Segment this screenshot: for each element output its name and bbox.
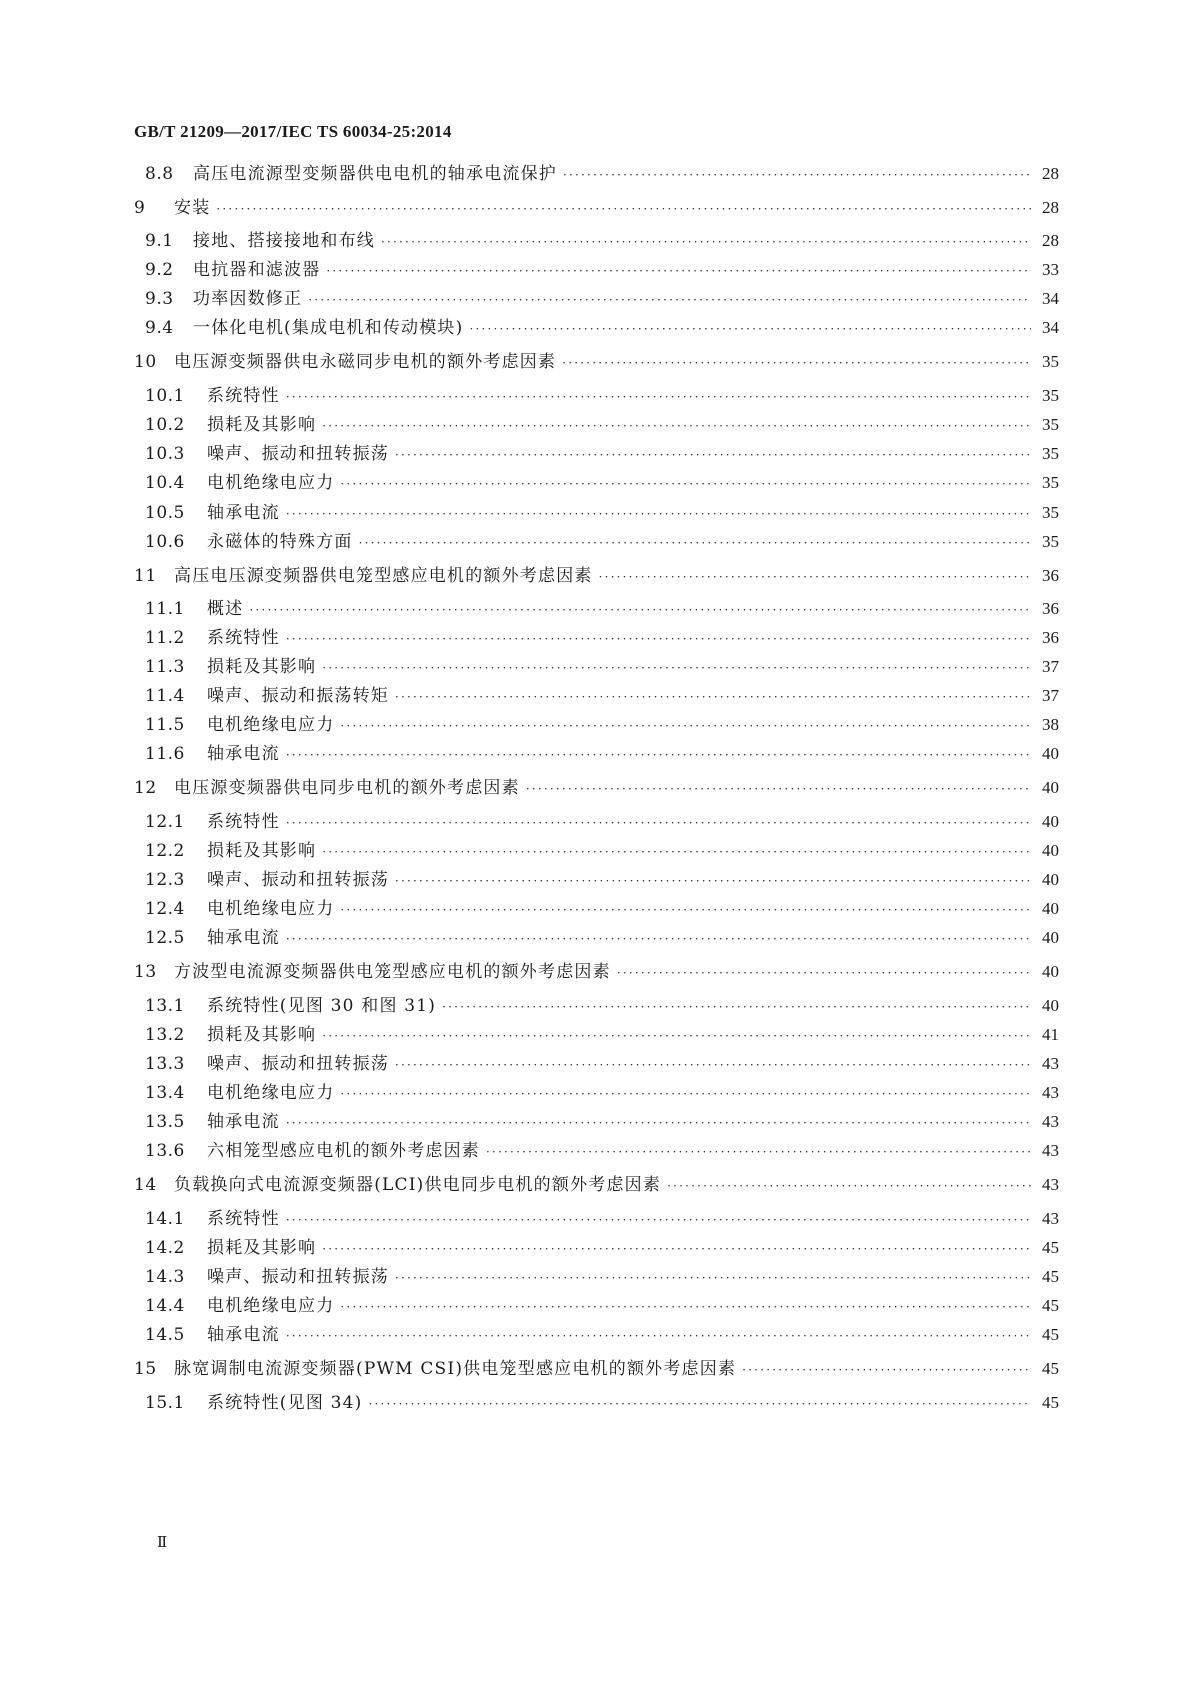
toc-dot-leader: [381, 228, 1031, 256]
toc-dot-leader: [742, 1356, 1031, 1384]
toc-dot-leader: [340, 896, 1031, 924]
toc-entry-page: 35: [1042, 532, 1059, 551]
toc-entry-page: 28: [1042, 231, 1059, 250]
toc-section-entry[interactable]: [145, 1050, 1059, 1078]
toc-section-entry[interactable]: [145, 1108, 1059, 1136]
toc-entry-number: 10.5: [145, 503, 185, 523]
toc-entry-page: 35: [1042, 503, 1059, 522]
toc-chapter-entry[interactable]: [134, 348, 1059, 376]
toc-entry-number: 13: [134, 962, 157, 982]
toc-dot-leader: [340, 712, 1031, 740]
toc-chapter-entry[interactable]: [134, 1171, 1059, 1199]
toc-entry-number: 14: [134, 1175, 157, 1195]
toc-entry-title: 方波型电流源变频器供电笼型感应电机的额外考虑因素: [174, 962, 611, 982]
standard-code: GB/T 21209—2017/IEC TS 60034-25:2014: [134, 122, 452, 141]
toc-entry-title: 安装: [174, 198, 211, 218]
toc-entry-page: 40: [1042, 812, 1059, 831]
toc-entry-number: 12.5: [145, 928, 185, 948]
toc-entry-title: 噪声、振动和扭转振荡: [207, 870, 389, 890]
toc-entry-page: 43: [1042, 1054, 1059, 1073]
toc-section-entry[interactable]: [145, 1292, 1059, 1320]
toc-entry-title: 概述: [207, 599, 244, 619]
toc-dot-leader: [469, 315, 1031, 343]
toc-dot-leader: [286, 741, 1031, 769]
toc-entry-page: 36: [1042, 566, 1059, 585]
toc-section-entry[interactable]: [145, 1205, 1059, 1233]
toc-entry-number: 9.4: [145, 318, 174, 338]
toc-entry-page: 40: [1042, 778, 1059, 797]
toc-section-entry[interactable]: [145, 711, 1059, 739]
toc-entry-title: 系统特性: [207, 386, 280, 406]
toc-dot-leader: [286, 1322, 1031, 1350]
toc-section-entry[interactable]: [145, 1321, 1059, 1349]
toc-entry-title: 系统特性: [207, 628, 280, 648]
toc-entry-title: 电机绝缘电应力: [207, 899, 335, 919]
toc-chapter-entry[interactable]: [134, 958, 1059, 986]
toc-dot-leader: [442, 993, 1031, 1021]
toc-entry-title: 一体化电机(集成电机和传动模块): [193, 318, 464, 338]
toc-entry-page: 34: [1042, 289, 1059, 308]
toc-dot-leader: [322, 1235, 1031, 1263]
toc-entry-title: 电压源变频器供电同步电机的额外考虑因素: [174, 778, 520, 798]
toc-entry-number: 13.2: [145, 1025, 185, 1045]
toc-section-entry[interactable]: [145, 411, 1059, 439]
toc-entry-number: 10.3: [145, 444, 185, 464]
toc-section-entry[interactable]: [145, 160, 1059, 188]
toc-section-entry[interactable]: [145, 440, 1059, 468]
toc-entry-page: 40: [1042, 996, 1059, 1015]
toc-entry-title: 接地、搭接接地和布线: [193, 231, 375, 251]
toc-entry-number: 9.1: [145, 231, 174, 251]
toc-section-entry[interactable]: [145, 992, 1059, 1020]
toc-entry-title: 系统特性(见图 34): [207, 1393, 363, 1413]
toc-entry-title: 电机绝缘电应力: [207, 473, 335, 493]
toc-section-entry[interactable]: [145, 837, 1059, 865]
toc-entry-page: 43: [1042, 1141, 1059, 1160]
toc-entry-title: 负载换向式电流源变频器(LCI)供电同步电机的额外考虑因素: [174, 1175, 662, 1195]
toc-entry-title: 电机绝缘电应力: [207, 1083, 335, 1103]
toc-entry-page: 28: [1042, 198, 1059, 217]
toc-entry-page: 43: [1042, 1175, 1059, 1194]
toc-entry-page: 35: [1042, 444, 1059, 463]
toc-section-entry[interactable]: [145, 1389, 1059, 1417]
toc-dot-leader: [395, 1264, 1031, 1292]
toc-section-entry[interactable]: [145, 469, 1059, 497]
toc-dot-leader: [286, 809, 1031, 837]
toc-chapter-entry[interactable]: [134, 194, 1059, 222]
toc-section-entry[interactable]: [145, 227, 1059, 255]
toc-entry-title: 系统特性: [207, 812, 280, 832]
toc-entry-page: 45: [1042, 1238, 1059, 1257]
toc-dot-leader: [286, 1109, 1031, 1137]
toc-entry-title: 噪声、振动和扭转振荡: [207, 444, 389, 464]
toc-entry-page: 45: [1042, 1296, 1059, 1315]
toc-entry-title: 噪声、振动和扭转振荡: [207, 1267, 389, 1287]
toc-entry-page: 45: [1042, 1267, 1059, 1286]
toc-section-entry[interactable]: [145, 653, 1059, 681]
toc-entry-title: 噪声、振动和振荡转矩: [207, 686, 389, 706]
toc-section-entry[interactable]: [145, 382, 1059, 410]
toc-dot-leader: [667, 1172, 1031, 1200]
toc-dot-leader: [395, 683, 1031, 711]
toc-entry-number: 10.6: [145, 532, 185, 552]
page-number: Ⅱ: [157, 1535, 168, 1551]
toc-chapter-entry[interactable]: [134, 1355, 1059, 1383]
toc-section-entry[interactable]: [145, 595, 1059, 623]
toc-entry-page: 45: [1042, 1325, 1059, 1344]
toc-chapter-entry[interactable]: [134, 774, 1059, 802]
toc-entry-title: 永磁体的特殊方面: [207, 532, 353, 552]
toc-entry-number: 9.3: [145, 289, 174, 309]
toc-dot-leader: [359, 529, 1031, 557]
toc-entry-title: 高压电流源型变频器供电电机的轴承电流保护: [193, 164, 557, 184]
toc-entry-number: 14.2: [145, 1238, 185, 1258]
toc-dot-leader: [326, 257, 1031, 285]
toc-dot-leader: [340, 1293, 1031, 1321]
toc-entry-number: 10.1: [145, 386, 185, 406]
toc-entry-page: 33: [1042, 260, 1059, 279]
toc-section-entry[interactable]: [145, 1021, 1059, 1049]
toc-section-entry[interactable]: [145, 624, 1059, 652]
toc-entry-title: 电机绝缘电应力: [207, 715, 335, 735]
toc-dot-leader: [322, 412, 1031, 440]
toc-entry-number: 9: [134, 198, 146, 218]
toc-entry-number: 14.4: [145, 1296, 185, 1316]
toc-entry-title: 电抗器和滤波器: [193, 260, 321, 280]
toc-section-entry[interactable]: [145, 285, 1059, 313]
toc-dot-leader: [286, 383, 1031, 411]
toc-section-entry[interactable]: [145, 528, 1059, 556]
page-footer: [157, 1533, 167, 1552]
toc-entry-title: 轴承电流: [207, 744, 280, 764]
toc-entry-number: 10: [134, 352, 157, 372]
toc-dot-leader: [308, 286, 1031, 314]
toc-entry-page: 40: [1042, 744, 1059, 763]
toc-chapter-entry[interactable]: [134, 562, 1059, 590]
toc-entry-title: 系统特性: [207, 1209, 280, 1229]
toc-dot-leader: [286, 500, 1031, 528]
toc-entry-number: 11.5: [145, 715, 185, 735]
toc-entry-title: 脉宽调制电流源变频器(PWM CSI)供电笼型感应电机的额外考虑因素: [174, 1359, 737, 1379]
toc-dot-leader: [322, 838, 1031, 866]
toc-dot-leader: [340, 470, 1031, 498]
toc-entry-title: 损耗及其影响: [207, 1025, 317, 1045]
toc-entry-number: 14.5: [145, 1325, 185, 1345]
toc-entry-title: 高压电压源变频器供电笼型感应电机的额外考虑因素: [174, 566, 593, 586]
toc-entry-page: 40: [1042, 841, 1059, 860]
toc-dot-leader: [395, 867, 1031, 895]
toc-entry-page: 37: [1042, 686, 1059, 705]
toc-entry-page: 38: [1042, 715, 1059, 734]
toc-entry-title: 轴承电流: [207, 928, 280, 948]
toc-entry-number: 12.2: [145, 841, 185, 861]
toc-entry-page: 41: [1042, 1025, 1059, 1044]
toc-dot-leader: [486, 1138, 1031, 1166]
toc-entry-page: 40: [1042, 899, 1059, 918]
toc-entry-page: 40: [1042, 928, 1059, 947]
toc-entry-number: 10.4: [145, 473, 185, 493]
toc-dot-leader: [286, 925, 1031, 953]
toc-entry-number: 9.2: [145, 260, 174, 280]
toc-entry-number: 14.3: [145, 1267, 185, 1287]
toc-entry-number: 15: [134, 1359, 157, 1379]
toc-dot-leader: [322, 654, 1031, 682]
toc-entry-title: 噪声、振动和扭转振荡: [207, 1054, 389, 1074]
toc-section-entry[interactable]: [145, 740, 1059, 768]
toc-entry-page: 43: [1042, 1209, 1059, 1228]
toc-entry-page: 35: [1042, 473, 1059, 492]
toc-entry-number: 10.2: [145, 415, 185, 435]
toc-section-entry[interactable]: [145, 682, 1059, 710]
toc-entry-title: 系统特性(见图 30 和图 31): [207, 996, 437, 1016]
toc-entry-number: 13.1: [145, 996, 185, 1016]
toc-entry-page: 35: [1042, 386, 1059, 405]
toc-entry-number: 12.4: [145, 899, 185, 919]
toc-entry-page: 45: [1042, 1393, 1059, 1412]
toc-entry-number: 12.3: [145, 870, 185, 890]
toc-dot-leader: [286, 1206, 1031, 1234]
toc-entry-title: 损耗及其影响: [207, 1238, 317, 1258]
toc-entry-page: 36: [1042, 599, 1059, 618]
toc-dot-leader: [526, 775, 1031, 803]
toc-entry-number: 13.6: [145, 1141, 185, 1161]
toc-entry-title: 损耗及其影响: [207, 415, 317, 435]
toc-dot-leader: [395, 441, 1031, 469]
toc-dot-leader: [249, 596, 1031, 624]
toc-entry-number: 11.1: [145, 599, 185, 619]
toc-entry-number: 11.2: [145, 628, 185, 648]
toc-entry-title: 轴承电流: [207, 1325, 280, 1345]
toc-dot-leader: [369, 1390, 1032, 1418]
toc-entry-title: 轴承电流: [207, 503, 280, 523]
toc-entry-page: 36: [1042, 628, 1059, 647]
toc-entry-number: 11.6: [145, 744, 185, 764]
toc-entry-number: 13.4: [145, 1083, 185, 1103]
toc-entry-page: 35: [1042, 415, 1059, 434]
toc-entry-page: 43: [1042, 1083, 1059, 1102]
toc-dot-leader: [395, 1051, 1031, 1079]
toc-entry-title: 功率因数修正: [193, 289, 303, 309]
toc-entry-title: 损耗及其影响: [207, 841, 317, 861]
toc-dot-leader: [563, 161, 1031, 189]
toc-section-entry[interactable]: [145, 924, 1059, 952]
toc-dot-leader: [599, 563, 1031, 591]
toc-section-entry[interactable]: [145, 895, 1059, 923]
toc-entry-title: 电机绝缘电应力: [207, 1296, 335, 1316]
toc-section-entry[interactable]: [145, 808, 1059, 836]
toc-entry-page: 28: [1042, 164, 1059, 183]
toc-section-entry[interactable]: [145, 866, 1059, 894]
toc-section-entry[interactable]: [145, 314, 1059, 342]
toc-dot-leader: [617, 959, 1031, 987]
toc-entry-number: 12.1: [145, 812, 185, 832]
toc-entry-page: 43: [1042, 1112, 1059, 1131]
toc-entry-page: 45: [1042, 1359, 1059, 1378]
toc-entry-number: 11.3: [145, 657, 185, 677]
toc-entry-title: 损耗及其影响: [207, 657, 317, 677]
toc-section-entry[interactable]: [145, 256, 1059, 284]
toc-dot-leader: [340, 1080, 1031, 1108]
toc-entry-number: 11: [134, 566, 157, 586]
toc-dot-leader: [216, 195, 1031, 223]
toc-entry-page: 34: [1042, 318, 1059, 337]
toc-entry-number: 12: [134, 778, 157, 798]
toc-entry-number: 15.1: [145, 1393, 185, 1413]
toc-entry-number: 13.3: [145, 1054, 185, 1074]
toc-dot-leader: [286, 625, 1031, 653]
toc-section-entry[interactable]: [145, 499, 1059, 527]
toc-dot-leader: [322, 1022, 1031, 1050]
toc-entry-number: 13.5: [145, 1112, 185, 1132]
toc-entry-number: 14.1: [145, 1209, 185, 1229]
toc-entry-page: 37: [1042, 657, 1059, 676]
toc-section-entry[interactable]: [145, 1234, 1059, 1262]
toc-entry-title: 电压源变频器供电永磁同步电机的额外考虑因素: [174, 352, 557, 372]
toc-entry-number: 11.4: [145, 686, 185, 706]
toc-dot-leader: [562, 349, 1031, 377]
toc-entry-page: 40: [1042, 962, 1059, 981]
toc-entry-title: 六相笼型感应电机的额外考虑因素: [207, 1141, 480, 1161]
toc-section-entry[interactable]: [145, 1263, 1059, 1291]
toc-entry-page: 40: [1042, 870, 1059, 889]
toc-entry-number: 8.8: [145, 164, 174, 184]
toc-entry-page: 35: [1042, 352, 1059, 371]
toc-section-entry[interactable]: [145, 1137, 1059, 1165]
toc-entry-title: 轴承电流: [207, 1112, 280, 1132]
toc-section-entry[interactable]: [145, 1079, 1059, 1107]
